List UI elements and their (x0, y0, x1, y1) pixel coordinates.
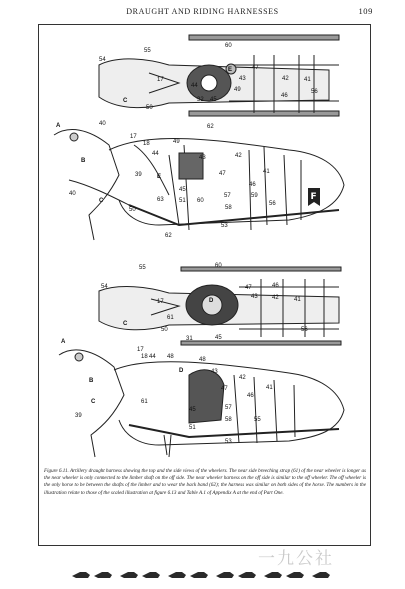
callout-45-side: 45 (179, 187, 186, 193)
callout-labels (56, 43, 318, 445)
callout-43-t2: 43 (251, 294, 258, 300)
callout-43: 43 (239, 76, 246, 82)
callout-C-t2: C (123, 321, 128, 327)
logo-letter: F (310, 192, 317, 202)
callout-46-side: 46 (249, 182, 256, 188)
callout-18-side: 18 (143, 141, 150, 147)
callout-42-s2: 42 (239, 375, 246, 381)
callout-59-side: 59 (251, 193, 258, 199)
callout-50-side: 50 (129, 207, 136, 213)
callout-51-s2: 51 (189, 425, 196, 431)
callout-31-t2: 31 (186, 336, 193, 342)
callout-C-s2: C (91, 399, 96, 405)
callout-A-s2: A (61, 339, 66, 345)
callout-53-s2: 53 (225, 439, 232, 445)
callout-45: 45 (210, 97, 217, 103)
callout-D-s2: D (179, 368, 184, 374)
callout-E-side: E (157, 174, 162, 180)
callout-60-side: 60 (197, 198, 204, 204)
callout-47: 47 (252, 65, 259, 71)
callout-61-s2: 61 (141, 399, 148, 405)
callout-62-side: 62 (165, 233, 172, 239)
callout-62: 62 (207, 124, 214, 130)
callout-46-s2: 46 (247, 393, 254, 399)
callout-49: 49 (234, 87, 241, 93)
callout-58-side: 58 (225, 205, 232, 211)
callout-53-side: 53 (221, 223, 228, 229)
callout-44: 44 (191, 83, 198, 89)
callout-54: 54 (99, 57, 106, 63)
callout-48b-s2: 48 (199, 357, 206, 363)
callout-42-t2: 42 (272, 295, 279, 301)
callout-C-side: C (99, 198, 104, 204)
callout-58-s2: 58 (225, 417, 232, 423)
callout-39-s2: 39 (75, 413, 82, 419)
callout-43-s2: 43 (211, 369, 218, 375)
callout-43-side: 43 (199, 155, 206, 161)
footer-horse-silhouettes (72, 566, 342, 580)
callout-56-t2: 56 (301, 327, 308, 333)
callout-17-t2: 17 (157, 299, 164, 305)
callout-E: E (228, 67, 233, 73)
callout-60-t2: 60 (215, 263, 222, 269)
callout-41: 41 (304, 77, 311, 83)
callout-18-s2: 18 (141, 354, 148, 360)
callout-57-side: 57 (224, 193, 231, 199)
callout-D-t2: D (209, 298, 214, 304)
callout-17: 17 (157, 77, 164, 83)
callout-45-s2: 45 (189, 407, 196, 413)
page-number: 109 (358, 6, 373, 16)
callout-63-side: 63 (157, 197, 164, 203)
callout-50: 50 (146, 105, 153, 111)
callout-51-side: 51 (179, 198, 186, 204)
callout-40: 40 (99, 121, 106, 127)
callout-47-s2: 47 (221, 386, 228, 392)
callout-50-t2: 50 (161, 327, 168, 333)
callout-44-s2: 44 (149, 354, 156, 360)
callout-41-t2: 41 (294, 297, 301, 303)
callout-56: 56 (311, 89, 318, 95)
callout-40b: 40 (69, 191, 76, 197)
top-view-1-drawing (99, 35, 339, 116)
callout-A: A (56, 123, 61, 129)
publisher-logo (306, 186, 322, 213)
callout-B-s2: B (89, 378, 94, 384)
callout-47-t2: 47 (245, 285, 252, 291)
callout-41-s2: 41 (266, 385, 273, 391)
callout-56-side: 56 (269, 201, 276, 207)
watermark: 一九公社 (258, 549, 334, 569)
figure-caption: Figure 6.11. Artillery draught harness showing the top and the side views of the wheelers. The near side breeching strap (61) of the near wheeler is longer as the near wheeler is only connected to the limber shaft on the off side. The near wheeler harness on the off side is similar to the off wheeler. The off wheeler is the only horse to be between the shafts of the limber and to wear the back band (62); the harness was similar on both sides of the horse. The numbers in the illustration relate to those of the scaled illustration at figure 6.13 and Table A.1 of Appendix A at the end of Part One. (44, 468, 366, 496)
callout-61-t2: 61 (167, 315, 174, 321)
callout-46-t2: 46 (272, 283, 279, 289)
callout-32: 32 (197, 97, 204, 103)
callout-17-side: 17 (130, 134, 137, 140)
callout-44-side: 44 (152, 151, 159, 157)
callout-45-t2: 45 (215, 335, 222, 341)
decorative-footer-frieze (72, 566, 342, 580)
callout-47-side: 47 (219, 171, 226, 177)
callout-60: 60 (225, 43, 232, 49)
callout-41-side: 41 (263, 169, 270, 175)
callout-55-s2: 55 (254, 417, 261, 423)
running-header (0, 4, 405, 20)
callout-17-s2: 17 (137, 347, 144, 353)
side-view-1-drawing (54, 130, 344, 240)
top-view-2-drawing (99, 267, 341, 345)
callout-42: 42 (282, 76, 289, 82)
callout-54-t2: 54 (101, 284, 108, 290)
callout-55: 55 (144, 48, 151, 54)
callout-B: B (81, 158, 86, 164)
callout-46: 46 (281, 93, 288, 99)
callout-55-t2: 55 (139, 265, 146, 271)
callout-48-s2: 48 (167, 354, 174, 360)
callout-C: C (123, 98, 128, 104)
running-title: DRAUGHT AND RIDING HARNESSES (126, 7, 279, 16)
side-view-2-drawing (59, 350, 344, 457)
callout-57-s2: 57 (225, 405, 232, 411)
callout-39-side: 39 (135, 172, 142, 178)
callout-49-side: 49 (173, 139, 180, 145)
callout-42-side: 42 (235, 153, 242, 159)
